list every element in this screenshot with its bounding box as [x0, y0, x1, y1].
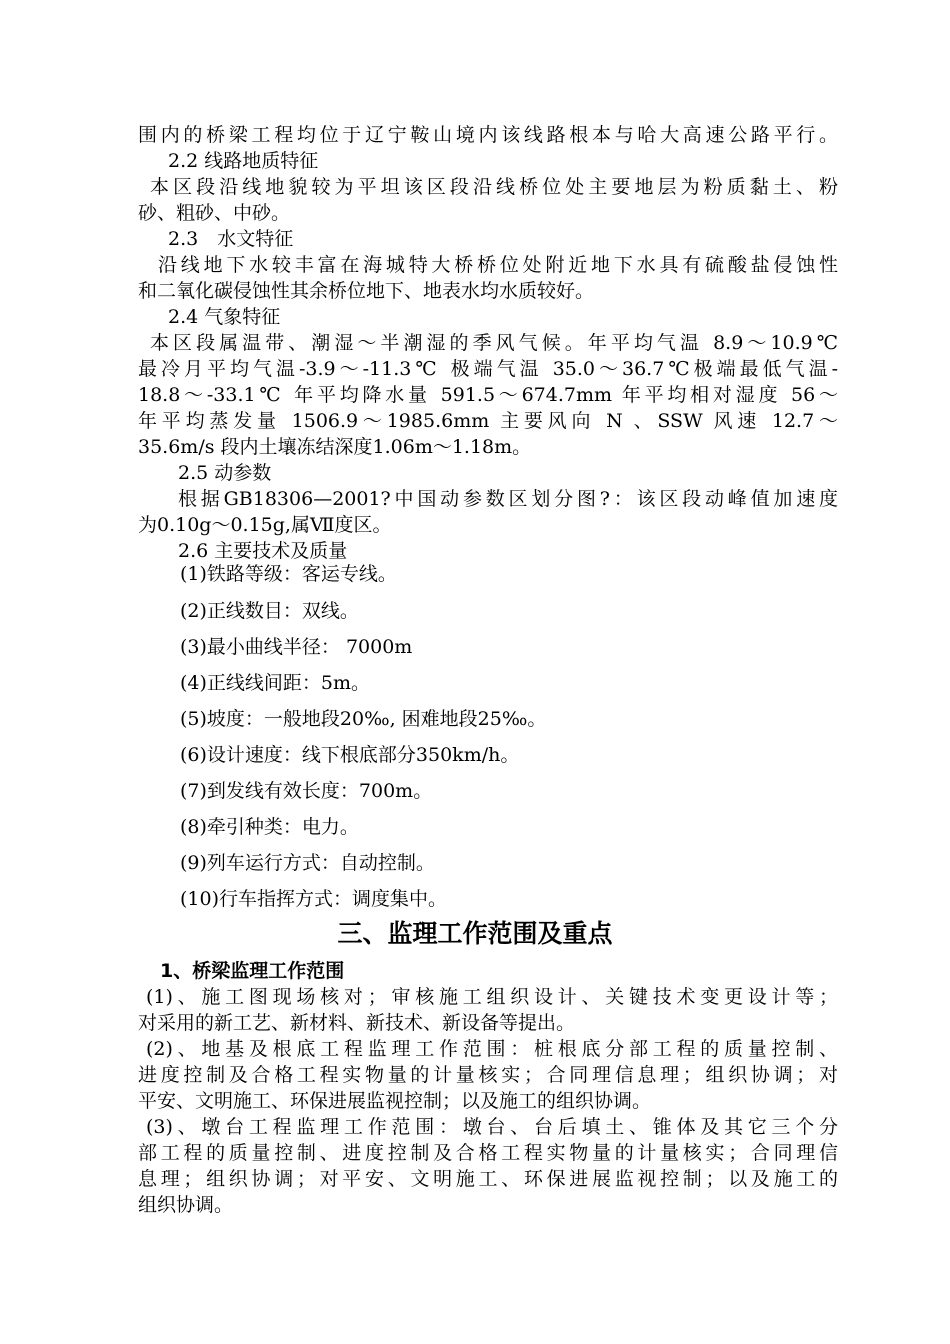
tech-item: (2)正线数目：双线。 — [180, 600, 359, 622]
paragraph-line: 为0.10g～0.15g,属Ⅶ度区。 — [138, 514, 392, 536]
paragraph-line: 组织协调。 — [138, 1194, 234, 1216]
paragraph-line: 本区段属温带、潮湿～半潮湿的季风气候。年平均气温 8.9～10.9℃ — [150, 332, 838, 354]
subheading-2-4: 2.4 气象特征 — [168, 306, 281, 328]
paragraph-line: (2)、地基及根底工程监理工作范围：桩根底分部工程的质量控制、 — [146, 1038, 838, 1060]
paragraph-line: (1)、施工图现场核对；审核施工组织设计、关键技术变更设计等； — [146, 986, 838, 1008]
subsection-heading: 1、桥梁监理工作范围 — [160, 960, 345, 982]
subheading-2-5: 2.5 动参数 — [178, 462, 272, 484]
paragraph-line: 35.6m/s 段内土壤冻结深度1.06m～1.18m。 — [138, 436, 532, 458]
paragraph-line: (3)、墩台工程监理工作范围：墩台、台后填土、锥体及其它三个分 — [146, 1116, 838, 1138]
paragraph-line: 沿线地下水较丰富在海城特大桥桥位处附近地下水具有硫酸盐侵蚀性 — [158, 254, 838, 276]
tech-item: (4)正线线间距：5m。 — [180, 672, 371, 694]
paragraph-line: 进度控制及合格工程实物量的计量核实；合同理信息理；组织协调；对 — [138, 1064, 838, 1086]
paragraph-line: 对采用的新工艺、新材料、新技术、新设备等提出。 — [138, 1012, 576, 1034]
section-heading: 三、监理工作范围及重点 — [337, 919, 613, 948]
paragraph-line: 最冷月平均气温-3.9～-11.3℃ 极端气温 35.0～36.7℃极端最低气温- — [138, 358, 838, 380]
tech-item: (7)到发线有效长度：700m。 — [180, 780, 433, 802]
tech-item: (10)行车指挥方式：调度集中。 — [180, 888, 448, 910]
paragraph-line: 本区段沿线地貌较为平坦该区段沿线桥位处主要地层为粉质黏土、粉 — [150, 176, 838, 198]
subheading-2-6: 2.6 主要技术及质量 — [178, 540, 348, 562]
tech-item: (1)铁路等级：客运专线。 — [180, 563, 397, 585]
tech-item: (6)设计速度：线下根底部分350km/h。 — [180, 744, 520, 766]
tech-item: (5)坡度：一般地段20‰, 困难地段25‰。 — [180, 708, 547, 730]
paragraph-line: 部工程的质量控制、进度控制及合格工程实物量的计量核实；合同理信 — [138, 1142, 838, 1164]
paragraph-line: 平安、文明施工、环保进展监视控制；以及施工的组织协调。 — [138, 1090, 652, 1112]
subheading-2-2: 2.2 线路地质特征 — [168, 150, 319, 172]
paragraph-line: 和二氧化碳侵蚀性其余桥位地下、地表水均水质较好。 — [138, 280, 595, 302]
paragraph-line: 息理；组织协调；对平安、文明施工、环保进展监视控制；以及施工的 — [138, 1168, 838, 1190]
tech-item: (3)最小曲线半径： 7000m — [180, 636, 413, 658]
tech-item: (8)牵引种类：电力。 — [180, 816, 359, 838]
paragraph-line: 砂、粗砂、中砂。 — [138, 202, 291, 224]
paragraph-line: 根据GB18306—2001?中国动参数区划分图?：该区段动峰值加速度 — [178, 488, 838, 510]
paragraph-line: 18.8～-33.1℃ 年平均降水量 591.5～674.7mm 年平均相对湿度 56～ — [138, 384, 838, 406]
paragraph-line: 年平均蒸发量 1506.9～1985.6mm 主要风向 N 、SSW 风速 12.7～ — [138, 410, 838, 432]
subheading-2-3: 2.3 水文特征 — [168, 228, 294, 250]
paragraph-line: 围内的桥梁工程均位于辽宁鞍山境内该线路根本与哈大高速公路平行。 — [138, 124, 838, 146]
tech-item: (9)列车运行方式：自动控制。 — [180, 852, 435, 874]
